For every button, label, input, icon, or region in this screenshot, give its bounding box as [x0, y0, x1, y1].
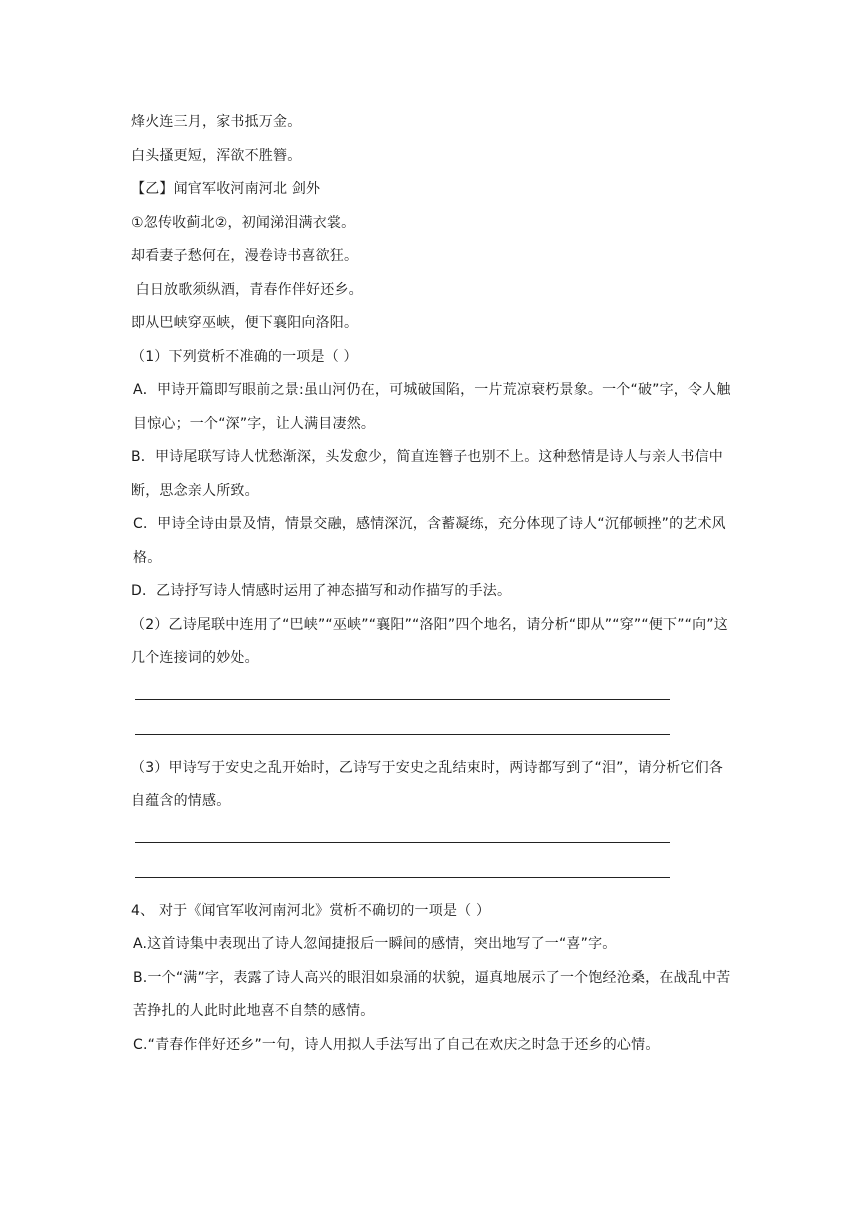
answer-line[interactable] — [135, 698, 670, 700]
answer-line[interactable] — [135, 841, 670, 843]
document-body — [131, 106, 731, 1062]
answer-line[interactable] — [135, 733, 670, 735]
question-2-stem: （2）乙诗尾联中连用了“巴峡”“巫峡”“襄阳”“洛阳”四个地名，请分析“即从”“穿”“便下”“向”这几个连接词的妙处。 — [131, 616, 728, 666]
poem-line: ①忽传收蓟北②，初闻涕泪满衣裳。 — [131, 214, 356, 231]
question-1-option-b: B．甲诗尾联写诗人忧愁渐深，头发愈少，简直连簪子也别不上。这种愁情是诗人与亲人书信中断，思念亲人所致。 — [131, 449, 724, 499]
poem-line: 烽火连三月，家书抵万金。 — [131, 114, 302, 130]
answer-line[interactable] — [135, 876, 670, 878]
poem-yi-title: 【乙】闻官军收河南河北 剑外 — [131, 181, 321, 197]
question-1-option-c: C．甲诗全诗由景及情，情景交融，感情深沉，含蓄凝练，充分体现了诗人“沉郁顿挫”的艺术风格。 — [133, 516, 726, 566]
question-3-stem: （3）甲诗写于安史之乱开始时，乙诗写于安史之乱结束时，两诗都写到了“泪”，请分析它们各自蕴含的情感。 — [131, 759, 724, 809]
question-4-option-a: A.这首诗集中表现出了诗人忽闻捷报后一瞬间的感情，突出地写了一“喜”字。 — [133, 936, 617, 952]
question-4-option-c: C.“青春作伴好还乡”一句，诗人用拟人手法写出了自己在欢庆之时急于还乡的心情。 — [133, 1036, 660, 1053]
poem-line: 白日放歌须纵酒，青春作伴好还乡。 — [131, 281, 363, 298]
poem-line: 即从巴峡穿巫峡，便下襄阳向洛阳。 — [131, 315, 359, 331]
question-1-option-d: D．乙诗抒写诗人情感时运用了神态描写和动作描写的手法。 — [131, 583, 512, 599]
question-1-stem: （1）下列赏析不准确的一项是（ ） — [131, 348, 358, 365]
poem-line: 却看妻子愁何在，漫卷诗书喜欲狂。 — [131, 248, 359, 264]
question-4-stem: 4、 对于《闻官军收河南河北》赏析不确切的一项是（ ） — [131, 902, 491, 919]
poem-line: 白头搔更短，浑欲不胜簪。 — [131, 147, 302, 164]
question-1-option-a: A．甲诗开篇即写眼前之景:虽山河仍在，可城破国陷，一片荒凉衰朽景象。一个“破”字，令人触目惊心；一个“深”字，让人满目凄然。 — [133, 382, 731, 432]
question-4-option-b: B.一个“满”字，表露了诗人高兴的眼泪如泉涌的状貌，逼真地展示了一个饱经沧桑，在战乱中苦苦挣扎的人此时此地喜不自禁的感情。 — [133, 969, 731, 1019]
